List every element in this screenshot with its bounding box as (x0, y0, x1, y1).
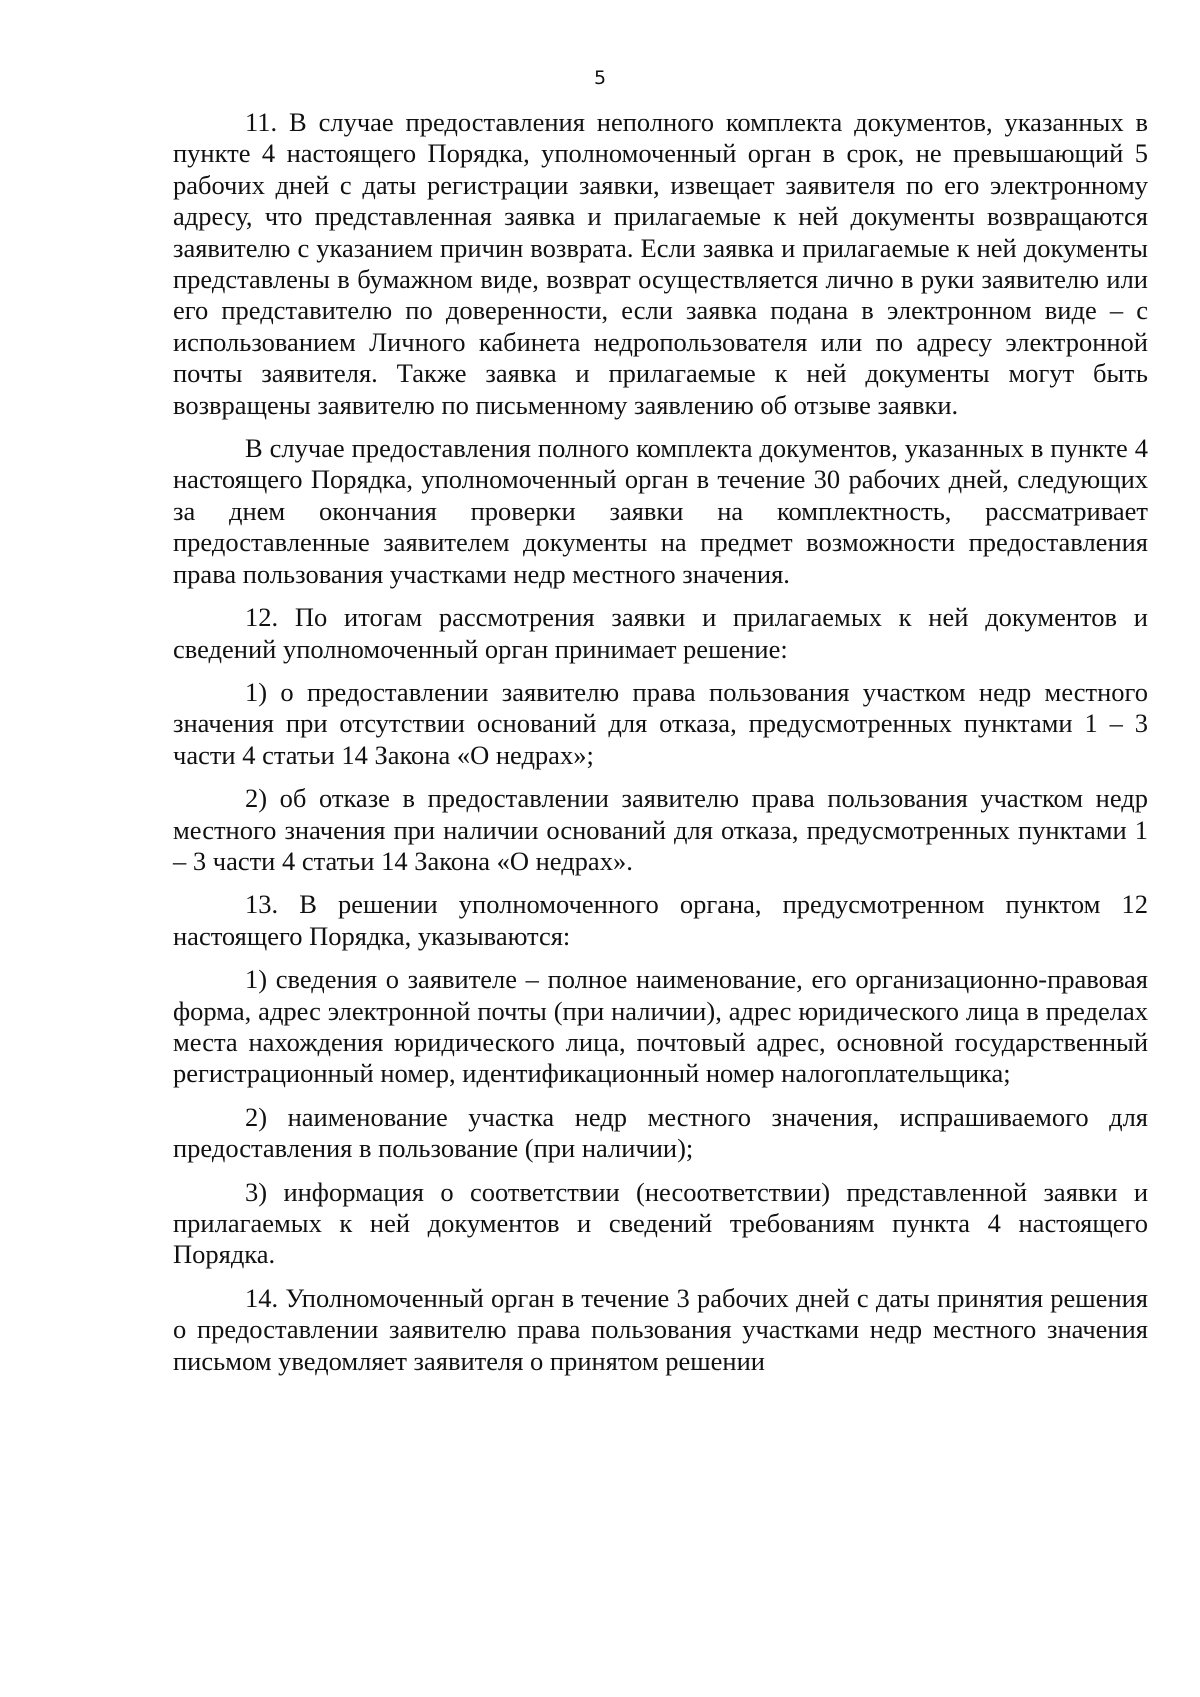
paragraph-11: 11. В случае предоставления неполного комплекта документов, указанных в пункте 4 настоящего Порядка, уполномоченный орган в срок, не превышающий 5 рабочих дней с даты регистрации заявки, извещает заявителя по его электронному адресу, что представленная заявка и прилагаемые к ней документы возвращаются заявителю с указанием причин возврата. Если заявка и прилагаемые к ней документы представлены в бумажном виде, возврат осуществляется лично в руки заявителю или его представителю по доверенности, если заявка подана в электронном виде – с использованием Личного кабинета недропользователя или по адресу электронной почты заявителя. Также заявка и прилагаемые к ней документы могут быть возвращены заявителю по письменному заявлению об отзыве заявки. (173, 107, 1148, 420)
paragraph-12-item-1: 1) о предоставлении заявителю права пользования участком недр местного значения при отсутствии оснований для отказа, предусмотренных пунктами 1 – 3 части 4 статьи 14 Закона «О недрах»; (173, 676, 1148, 770)
paragraph-13-item-2: 2) наименование участка недр местного значения, испрашиваемого для предоставления в пользование (при наличии); (173, 1101, 1148, 1164)
paragraph-12: 12. По итогам рассмотрения заявки и прилагаемых к ней документов и сведений уполномоченный орган принимает решение: (173, 602, 1148, 664)
page-number: 5 (593, 67, 607, 89)
paragraph-13-item-3: 3) информация о соответствии (несоответствии) представленной заявки и прилагаемых к ней документов и сведений требованиям пункта 4 настоящего Порядка. (173, 1176, 1148, 1270)
paragraph-13: 13. В решении уполномоченного органа, предусмотренном пунктом 12 настоящего Порядка, указываются: (173, 889, 1148, 951)
document-body (173, 107, 1148, 1389)
paragraph-12-item-2: 2) об отказе в предоставлении заявителю права пользования участком недр местного значения при наличии оснований для отказа, предусмотренных пунктами 1 – 3 части 4 статьи 14 Закона «О недрах». (173, 783, 1148, 876)
paragraph-11-complete-set: В случае предоставления полного комплекта документов, указанных в пункте 4 настоящего Порядка, уполномоченный орган в течение 30 рабочих дней, следующих за днем окончания проверки заявки на комплектность, рассматривает предоставленные заявителем документы на предмет возможности предоставления права пользования участками недр местного значения. (173, 433, 1148, 589)
paragraph-13-item-1: 1) сведения о заявителе – полное наименование, его организационно-правовая форма, адрес электронной почты (при наличии), адрес юридического лица в пределах места нахождения юридического лица, почтовый адрес, основной государственный регистрационный номер, идентификационный номер налогоплательщика; (173, 964, 1148, 1089)
paragraph-14: 14. Уполномоченный орган в течение 3 рабочих дней с даты принятия решения о предоставлении заявителю права пользования участками недр местного значения письмом уведомляет заявителя о принятом решении (173, 1282, 1148, 1376)
